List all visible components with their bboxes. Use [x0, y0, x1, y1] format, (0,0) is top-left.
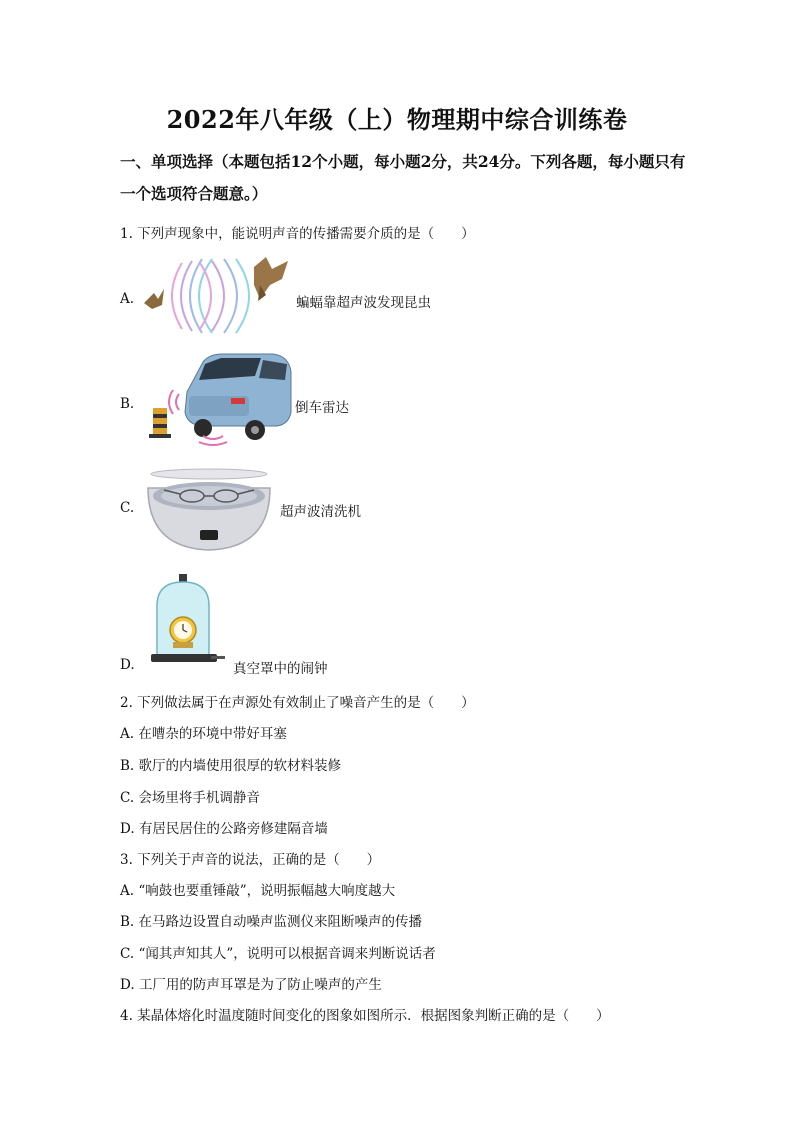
q2-option-d-text: 有居民居住的公路旁修建隔音墙	[138, 821, 328, 837]
q2-option-a-text: 在嘈杂的环境中带好耳塞	[138, 726, 287, 742]
q2-option-b-label: B.	[120, 758, 135, 774]
q3-option-a-label: A.	[120, 883, 135, 899]
q1-option-d-label: D.	[120, 657, 135, 673]
q1-option-c-label: C.	[120, 500, 135, 516]
car-parking-radar-image	[143, 350, 293, 446]
q2-option-a	[120, 722, 287, 742]
q1-option-b-text: 倒车雷达	[295, 400, 349, 416]
q3-option-c-text: “闻其声知其人”，说明可以根据音调来判断说话者	[138, 946, 436, 962]
question-1-stem: 1. 下列声现象中，能说明声音的传播需要介质的是（ ）	[120, 226, 475, 242]
q1-option-a-label: A.	[120, 291, 135, 307]
section-heading: 一、单项选择（本题包括12个小题，每小题2分，共24分。下列各题，每小题只有一个选项符合题意。）	[120, 152, 686, 203]
question-3-stem: 3. 下列关于声音的说法，正确的是（ ）	[120, 852, 381, 868]
q2-option-d	[120, 817, 328, 837]
q3-option-d	[120, 973, 382, 993]
q3-option-c-label: C.	[120, 946, 135, 962]
q3-option-d-text: 工厂用的防声耳罩是为了防止噪声的产生	[138, 977, 382, 993]
q1-option-b-label: B.	[120, 396, 135, 412]
q3-option-b-text: 在马路边设置自动噪声监测仪来阻断噪声的传播	[138, 914, 423, 930]
q2-option-a-label: A.	[120, 726, 135, 742]
question-4-stem: 4. 某晶体熔化时温度随时间变化的图象如图所示．根据图象判断正确的是（ ）	[120, 1008, 610, 1024]
bat-echolocation-image	[142, 255, 292, 337]
question-2-stem: 2. 下列做法属于在声源处有效制止了噪音产生的是（ ）	[120, 695, 475, 711]
q3-option-a-text: “响鼓也要重锤敲”，说明振幅越大响度越大	[138, 883, 396, 899]
q2-option-d-label: D.	[120, 821, 135, 837]
q3-option-d-label: D.	[120, 977, 135, 993]
alarm-clock-in-vacuum-jar-image	[147, 572, 227, 668]
q2-option-c	[120, 786, 260, 806]
page-title: 2022年八年级（上）物理期中综合训练卷	[166, 105, 628, 134]
q2-option-c-label: C.	[120, 790, 135, 806]
q3-option-c	[120, 942, 436, 962]
q2-option-b	[120, 754, 341, 774]
q1-option-c-text: 超声波清洗机	[280, 504, 361, 520]
q2-option-c-text: 会场里将手机调静音	[138, 790, 260, 806]
ultrasonic-cleaner-image	[142, 468, 276, 554]
q3-option-a	[120, 879, 395, 899]
q1-option-a-text: 蝙蝠靠超声波发现昆虫	[296, 295, 431, 311]
q2-option-b-text: 歌厅的内墙使用很厚的软材料装修	[138, 758, 342, 774]
q1-option-d-text: 真空罩中的闹钟	[233, 661, 328, 677]
q3-option-b	[120, 910, 422, 930]
q3-option-b-label: B.	[120, 914, 135, 930]
